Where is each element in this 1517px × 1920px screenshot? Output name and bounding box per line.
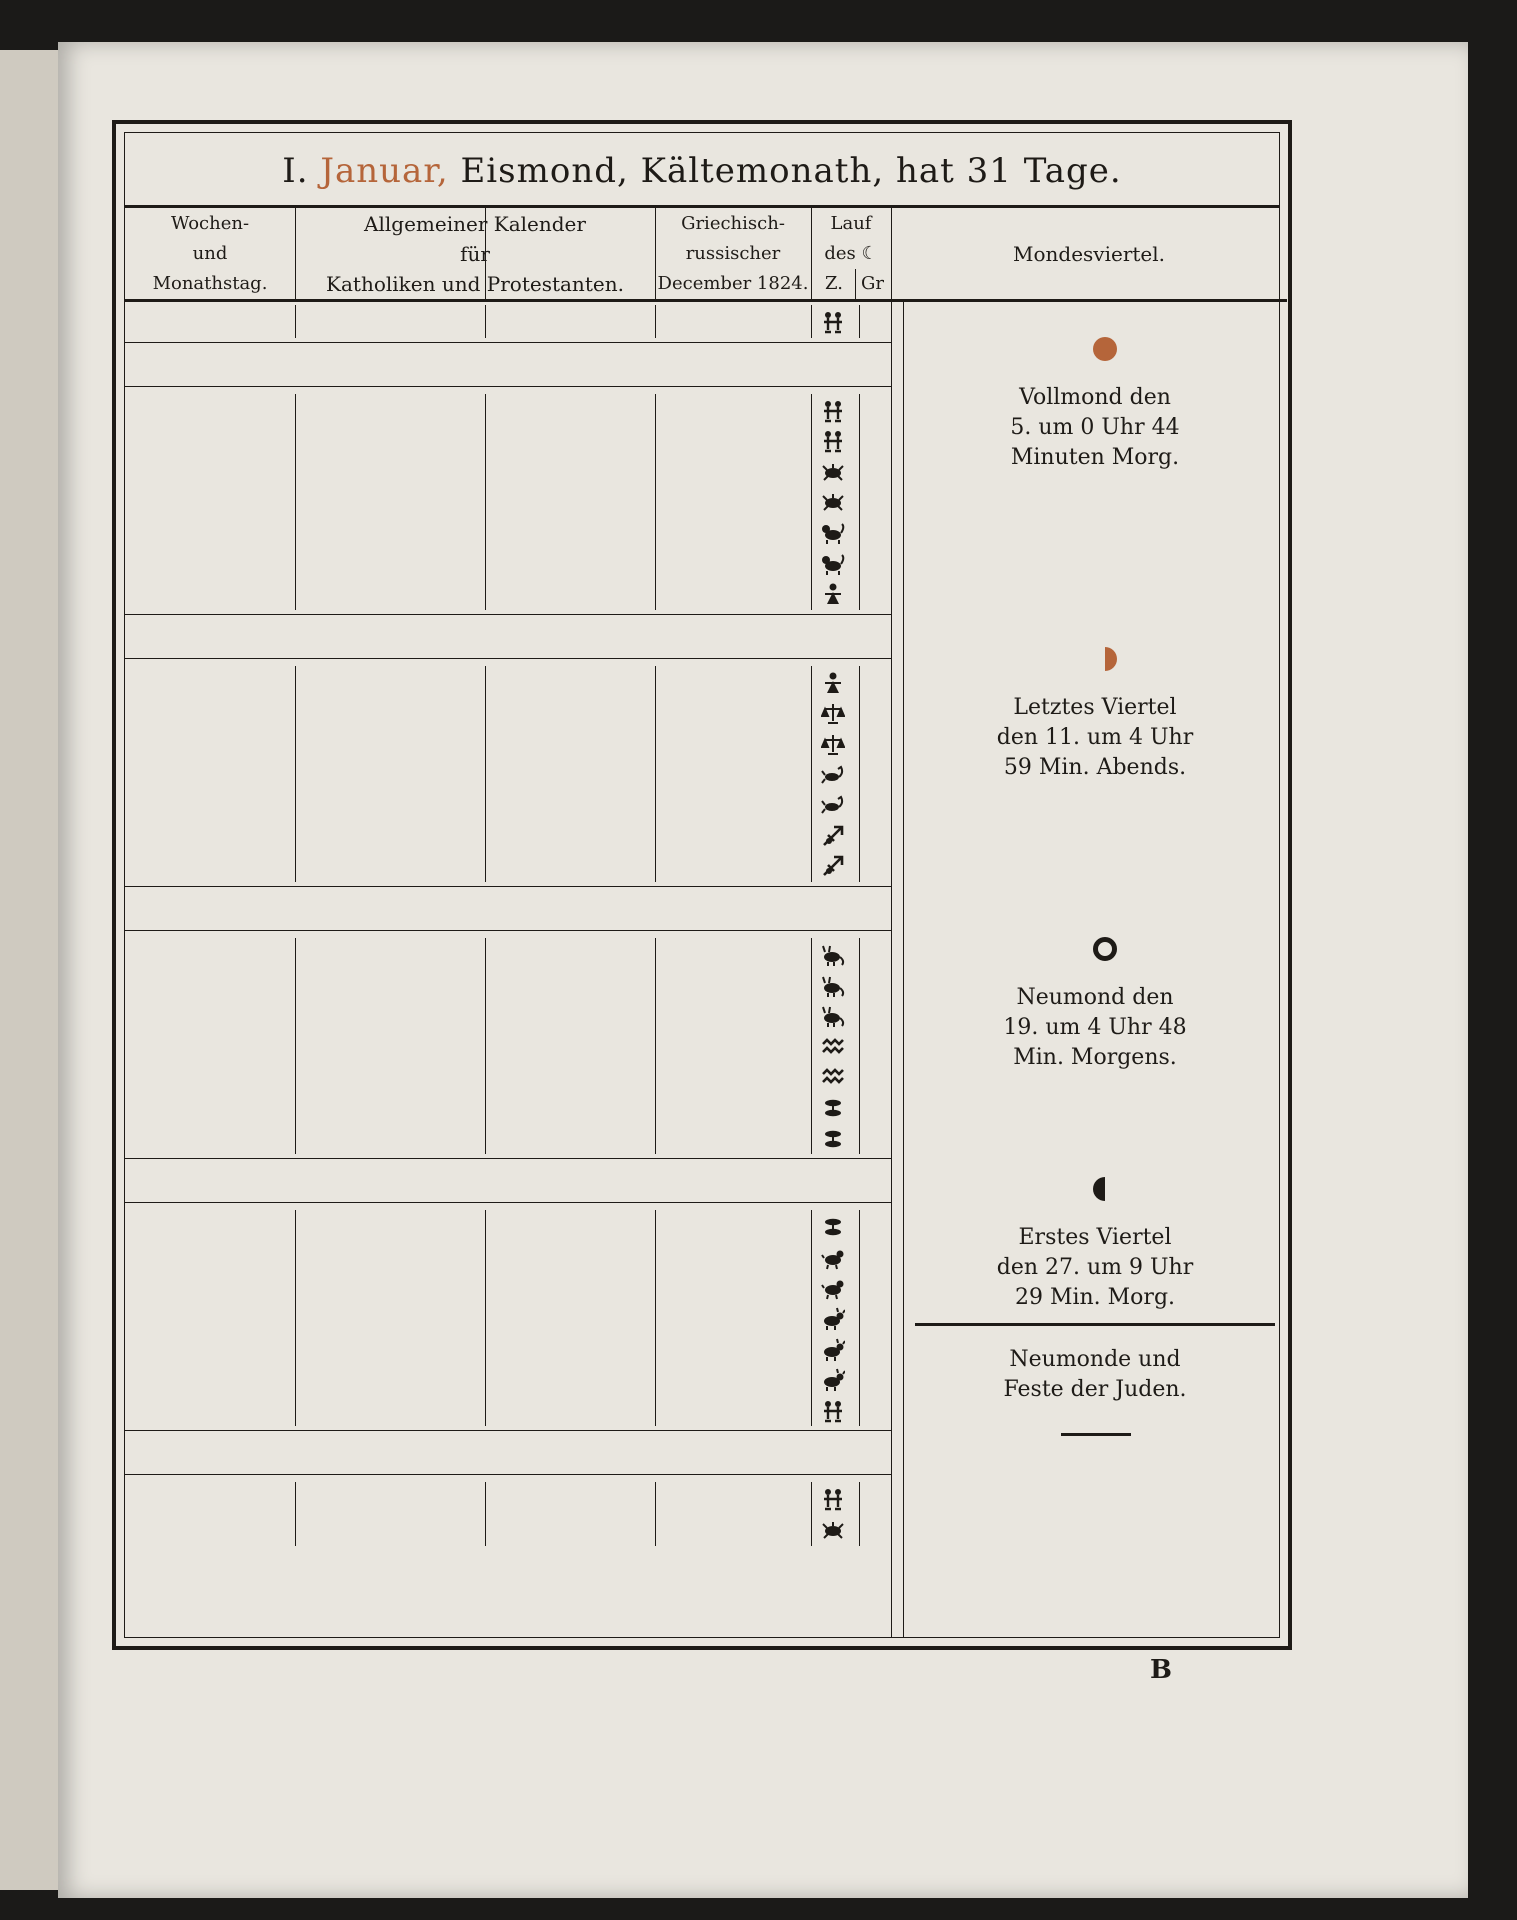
zodiac-sign-icon	[821, 1246, 845, 1270]
header-lauf-gr: Gr	[861, 273, 884, 294]
zodiac-sign-icon	[821, 854, 845, 878]
zodiac-sign-icon	[821, 1065, 845, 1089]
zodiac-sign-icon	[821, 701, 845, 725]
gospel-rule-bottom	[125, 658, 891, 659]
body-col-divider	[811, 394, 812, 610]
moon-phase-line: 29 Min. Morg.	[1014, 1285, 1176, 1310]
zodiac-sign-icon	[821, 824, 845, 848]
gospel-rule-bottom	[125, 386, 891, 387]
body-col-divider	[811, 938, 812, 1154]
zodiac-sign-icon	[821, 552, 845, 576]
body-col-divider	[655, 305, 656, 338]
calendar-row	[125, 579, 1287, 609]
zodiac-sign-icon	[821, 1096, 845, 1120]
body-col-divider	[811, 1210, 812, 1426]
moon-phase-line: Min. Morgens.	[1013, 1045, 1177, 1070]
zodiac-sign-icon	[821, 671, 845, 695]
body-col-divider	[859, 938, 860, 1154]
header-lauf-line: des ☾	[824, 243, 878, 264]
body-col-divider	[655, 394, 656, 610]
body-col-divider	[655, 1210, 656, 1426]
title-rule	[125, 205, 1279, 208]
zodiac-sign-icon	[821, 1338, 845, 1362]
body-col-divider	[811, 666, 812, 882]
body-col-divider	[655, 666, 656, 882]
zodiac-sign-icon	[821, 793, 845, 817]
header-weekday-line: Monathstag.	[152, 273, 268, 294]
full-moon-icon	[1093, 337, 1117, 361]
calendar-row	[125, 851, 1287, 881]
header-lauf	[811, 209, 891, 299]
jewish-title	[903, 1345, 1287, 1405]
gospel-rule-top	[125, 614, 891, 615]
title-number: I.	[282, 151, 309, 191]
gospel-rule-bottom	[125, 930, 891, 931]
first-quarter-icon	[1093, 1177, 1117, 1201]
calendar-row	[125, 1484, 1287, 1514]
header-greek-line: December 1824.	[657, 273, 809, 294]
new-moon-icon	[1093, 937, 1117, 961]
calendar-row	[125, 821, 1287, 851]
body-col-divider	[485, 938, 486, 1154]
gospel-rule-top	[125, 886, 891, 887]
calendar-row	[125, 1093, 1287, 1123]
body-col-divider	[485, 305, 486, 338]
header-general-line: Allgemeiner Kalender	[364, 212, 586, 236]
zodiac-sign-icon	[821, 1487, 845, 1511]
body-col-divider	[859, 305, 860, 338]
moon-phase-text	[903, 1223, 1287, 1313]
moon-phase-line: Minuten Morg.	[1010, 445, 1180, 470]
header-weekday	[125, 209, 295, 299]
zodiac-sign-icon	[821, 582, 845, 606]
calendar-row	[125, 307, 1287, 337]
zodiac-sign-icon	[821, 974, 845, 998]
header-lauf-sub	[811, 269, 891, 299]
moon-phase-line: Erstes Viertel	[1018, 1225, 1172, 1250]
moon-column-inner-border	[903, 299, 904, 1637]
zodiac-sign-icon	[821, 490, 845, 514]
calendar-row	[125, 1124, 1287, 1154]
zodiac-sign-icon	[821, 1307, 845, 1331]
moon-phase-line: 5. um 0 Uhr 44	[1010, 415, 1180, 440]
zodiac-sign-icon	[821, 1518, 845, 1542]
moon-phase-line: 19. um 4 Uhr 48	[1003, 1015, 1187, 1040]
zodiac-sign-icon	[821, 763, 845, 787]
moon-phase-line: Vollmond den	[1019, 385, 1171, 410]
body-col-divider	[485, 1210, 486, 1426]
moon-phase-text	[903, 383, 1287, 473]
body-col-divider	[859, 1482, 860, 1545]
title-rest: Eismond, Kältemonath, hat 31 Tage.	[460, 151, 1122, 191]
header-moon: Mondesviertel.	[1012, 242, 1166, 266]
header-lauf-z: Z.	[825, 273, 843, 294]
zodiac-sign-icon	[821, 1276, 845, 1300]
moon-column-left-border	[891, 299, 892, 1637]
calendar-row	[125, 1515, 1287, 1545]
body-col-divider	[485, 666, 486, 882]
body-col-divider	[655, 1482, 656, 1545]
calendar-frame	[112, 120, 1292, 1650]
gospel-rule-bottom	[125, 1202, 891, 1203]
jewish-short-rule	[1061, 1433, 1131, 1436]
moon-phase-text	[903, 693, 1287, 783]
zodiac-sign-icon	[821, 399, 845, 423]
moon-phase-line: Letztes Viertel	[1013, 695, 1177, 720]
calendar-row	[125, 790, 1287, 820]
zodiac-sign-icon	[821, 1035, 845, 1059]
zodiac-sign-icon	[821, 943, 845, 967]
header-general-line: für	[460, 242, 490, 266]
header-greek-line: russischer	[685, 243, 781, 264]
body-col-divider	[811, 1482, 812, 1545]
zodiac-sign-icon	[821, 460, 845, 484]
calendar-row	[125, 549, 1287, 579]
page-title	[125, 151, 1279, 201]
body-col-divider	[485, 1482, 486, 1545]
gospel-rule-top	[125, 342, 891, 343]
header-weekday-line: und	[192, 243, 228, 264]
moon-phase-line: 59 Min. Abends.	[1003, 755, 1187, 780]
zodiac-sign-icon	[821, 1399, 845, 1423]
body-col-divider	[859, 394, 860, 610]
header-greek	[655, 209, 811, 299]
jewish-section-rule	[915, 1323, 1275, 1326]
gospel-rule-top	[125, 1430, 891, 1431]
body-col-divider	[295, 1210, 296, 1426]
zodiac-sign-icon	[821, 429, 845, 453]
zodiac-sign-icon	[821, 310, 845, 334]
body-col-divider	[295, 305, 296, 338]
gospel-rule-bottom	[125, 1474, 891, 1475]
header-lauf-line: Lauf	[830, 213, 872, 234]
zodiac-sign-icon	[821, 521, 845, 545]
signature-mark: B	[1150, 1655, 1172, 1685]
header-greek-line: Griechisch-	[681, 213, 785, 234]
calendar-row	[125, 518, 1287, 548]
body-col-divider	[811, 305, 812, 338]
zodiac-sign-icon	[821, 1215, 845, 1239]
zodiac-sign-icon	[821, 1368, 845, 1392]
zodiac-sign-icon	[821, 1127, 845, 1151]
body-col-divider	[295, 1482, 296, 1545]
header-bottom-rule-right	[891, 299, 1287, 302]
moon-phase-line: den 11. um 4 Uhr	[996, 725, 1194, 750]
calendar-row	[125, 487, 1287, 517]
body-col-divider	[295, 938, 296, 1154]
jewish-title-line: Neumonde und	[1009, 1347, 1181, 1372]
moon-phase-line: den 27. um 9 Uhr	[996, 1255, 1194, 1280]
moon-phase-line: Neumond den	[1016, 985, 1174, 1010]
zodiac-sign-icon	[821, 1004, 845, 1028]
book-gutter	[0, 50, 58, 1890]
body-col-divider	[295, 394, 296, 610]
title-month: Januar,	[320, 151, 449, 191]
header-general	[295, 209, 655, 299]
header-weekday-line: Wochen-	[170, 213, 250, 234]
body-col-divider	[859, 666, 860, 882]
frame-inner-border	[124, 132, 1280, 1638]
header-general-line: Katholiken und Protestanten.	[326, 272, 624, 296]
moon-phase-text	[903, 983, 1287, 1073]
header-bottom-rule	[125, 299, 891, 302]
gospel-rule-top	[125, 1158, 891, 1159]
body-col-divider	[859, 1210, 860, 1426]
zodiac-sign-icon	[821, 732, 845, 756]
body-col-divider	[485, 394, 486, 610]
jewish-title-line: Feste der Juden.	[1003, 1377, 1187, 1402]
body-col-divider	[655, 938, 656, 1154]
body-col-divider	[295, 666, 296, 882]
